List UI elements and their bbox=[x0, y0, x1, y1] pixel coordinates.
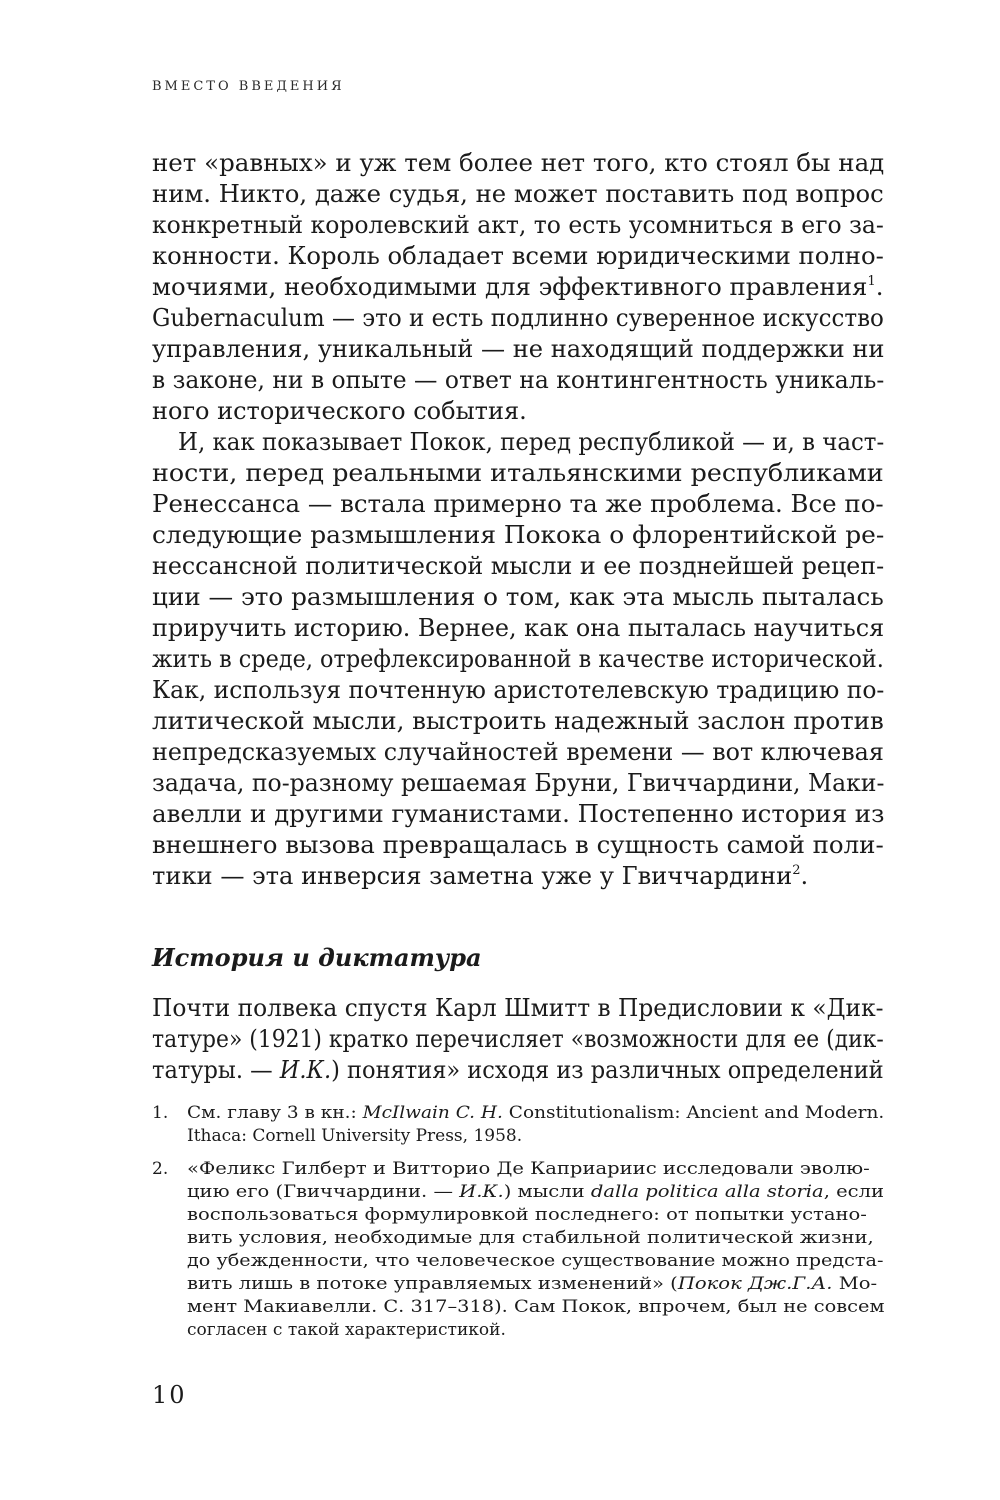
body-line: следующие размышления Покока о флорентийской ре- bbox=[152, 521, 885, 549]
body-line-text: мочиями, необходимыми для эффективного правления bbox=[152, 273, 868, 301]
body-line: жить в среде, отрефлексированной в качестве исторической. bbox=[152, 645, 884, 673]
body-line: И, как показывает Покок, перед республикой — и, в част- bbox=[178, 428, 885, 456]
footnote-quote: dalla politica alla storia bbox=[590, 1182, 824, 1202]
body-line-text: татуры. — bbox=[152, 1056, 280, 1084]
author-initials: И.К. bbox=[459, 1182, 504, 1202]
section-heading: История и диктатура bbox=[152, 943, 482, 972]
body-line-punct: . bbox=[800, 862, 809, 890]
footnote-line: до убежденности, что человеческое существование можно предста- bbox=[187, 1251, 884, 1271]
body-line-text: ) понятия» исходя из различных определений bbox=[331, 1056, 884, 1084]
footnote-line: Ithaca: Cornell University Press, 1958. bbox=[187, 1126, 523, 1146]
footnote-text: ) мысли bbox=[503, 1182, 591, 1202]
body-line: Как, используя почтенную аристотелевскую традицию по- bbox=[152, 676, 885, 704]
body-line: ного исторического события. bbox=[152, 397, 527, 425]
body-line: литической мысли, выстроить надежный заслон против bbox=[152, 707, 884, 735]
footnote-line bbox=[187, 1101, 884, 1125]
body-line: Gubernaculum — это и есть подлинно суверенное искусство bbox=[152, 304, 884, 332]
footnote-author: McIlwain C. H. bbox=[362, 1103, 503, 1123]
footnote-number: 2. bbox=[152, 1159, 169, 1179]
footnote-line: воспользоваться формулировкой последнего: от попытки устано- bbox=[187, 1205, 867, 1225]
body-line bbox=[152, 271, 884, 303]
body-line: конности. Король обладает всеми юридическими полно- bbox=[152, 242, 884, 270]
body-line: задача, по-разному решаемая Бруни, Гвиччардини, Маки- bbox=[152, 769, 885, 797]
author-initials: И.К. bbox=[279, 1056, 332, 1084]
footnote-line bbox=[187, 1272, 877, 1296]
body-line: ним. Никто, даже судья, не может поставить под вопрос bbox=[152, 180, 884, 208]
body-line: Почти полвека спустя Карл Шмитт в Предисловии к «Дик- bbox=[152, 994, 884, 1022]
footnote-text: цию его (Гвиччардини. — bbox=[187, 1182, 460, 1202]
body-line: управления, уникальный — не находящий поддержки ни bbox=[152, 335, 885, 363]
body-line: татуре» (1921) кратко перечисляет «возможности для ее (дик- bbox=[152, 1025, 884, 1053]
body-line-text: тики — эта инверсия заметна уже у Гвиччардини bbox=[152, 862, 793, 890]
footnote-text: Мо- bbox=[832, 1274, 878, 1294]
running-head: ВМЕСТО ВВЕДЕНИЯ bbox=[152, 79, 345, 94]
body-line bbox=[152, 1054, 884, 1086]
footnote-ref: 2 bbox=[792, 863, 801, 878]
body-line: приручить историю. Вернее, как она пыталась научиться bbox=[152, 614, 885, 642]
footnote-author: Покок Дж.Г.А. bbox=[677, 1274, 833, 1294]
body-line: нет «равных» и уж тем более нет того, кто стоял бы над bbox=[152, 149, 885, 177]
footnote-line: мент Макиавелли. С. 317–318). Сам Покок, впрочем, был не совсем bbox=[187, 1297, 885, 1317]
body-line: непредсказуемых случайностей времени — вот ключевая bbox=[152, 738, 884, 766]
footnote-number: 1. bbox=[152, 1103, 169, 1123]
footnote-line bbox=[187, 1180, 884, 1204]
footnote-line: «Феликс Гилберт и Витторио Де Каприариис исследовали эволю- bbox=[187, 1159, 870, 1179]
footnote-ref: 1 bbox=[867, 274, 876, 289]
body-line: внешнего вызова превращалась в сущность самой поли- bbox=[152, 831, 884, 859]
body-line bbox=[152, 860, 808, 892]
footnote-line: вить условия, необходимые для стабильной политической жизни, bbox=[187, 1228, 874, 1248]
body-line: ции — это размышления о том, как эта мысль пыталась bbox=[152, 583, 884, 611]
footnote-text: Constitutionalism: Ancient and Modern. bbox=[502, 1103, 885, 1123]
body-line-punct: . bbox=[875, 273, 884, 301]
body-line: Ренессанса — встала примерно та же проблема. Все по- bbox=[152, 490, 884, 518]
footnote-line: согласен с такой характеристикой. bbox=[187, 1320, 506, 1340]
body-line: в законе, ни в опыте — ответ на контингентность уникаль- bbox=[152, 366, 885, 394]
body-line: нессансной политической мысли и ее позднейшей рецеп- bbox=[152, 552, 885, 580]
footnote-text: См. главу 3 в кн.: bbox=[187, 1103, 363, 1123]
body-line: конкретный королевский акт, то есть усомниться в его за- bbox=[152, 211, 884, 239]
footnote-text: , если bbox=[823, 1182, 885, 1202]
body-line: ности, перед реальными итальянскими республиками bbox=[152, 459, 884, 487]
body-line: авелли и другими гуманистами. Постепенно история из bbox=[152, 800, 885, 828]
footnote-text: вить лишь в потоке управляемых изменений» ( bbox=[187, 1274, 678, 1294]
page-number: 10 bbox=[152, 1381, 187, 1409]
